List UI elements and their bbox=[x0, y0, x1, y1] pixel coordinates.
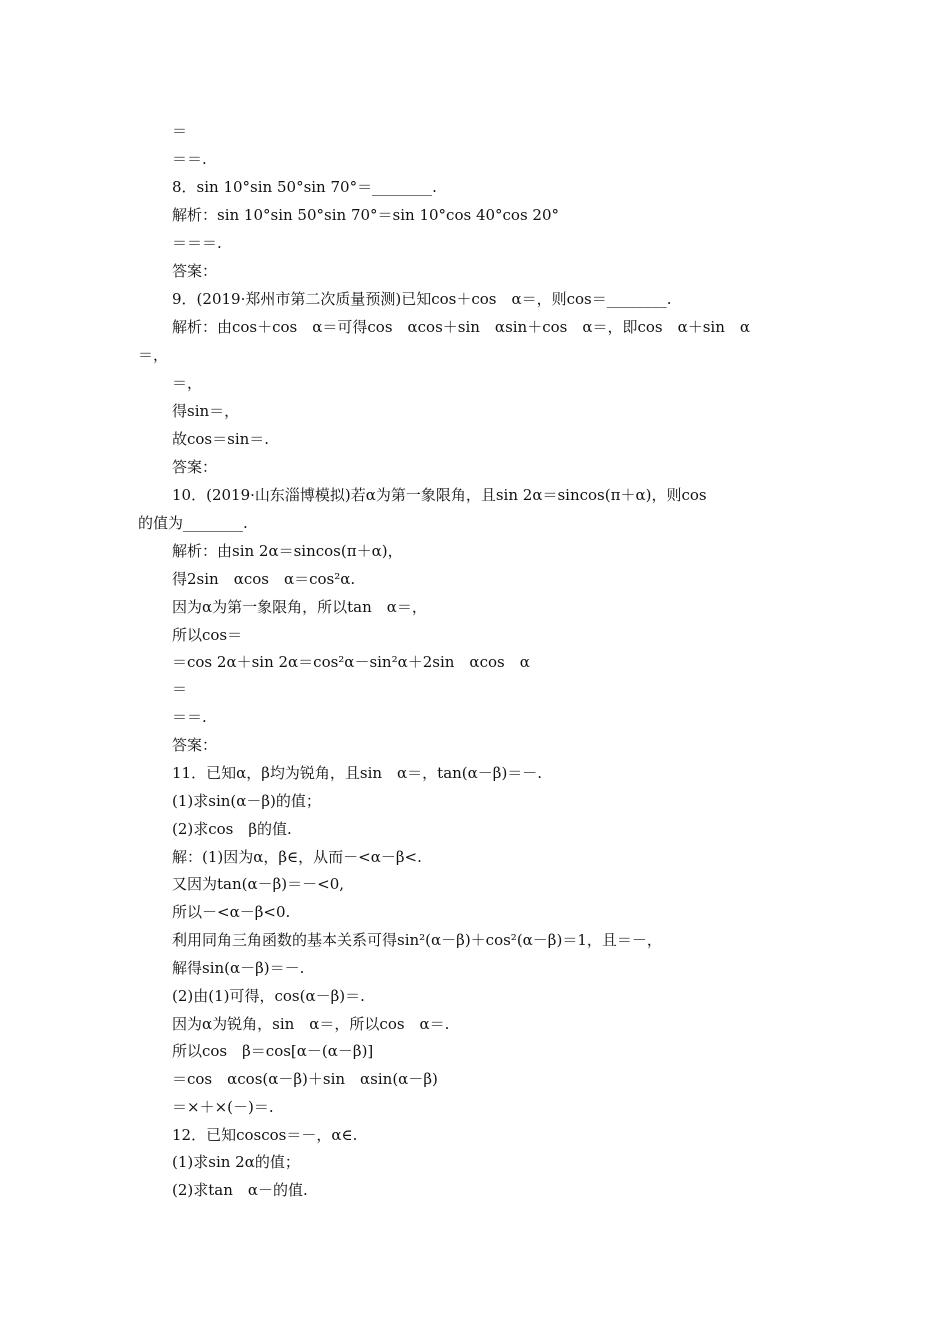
text-line: 所以cos β＝cos[α－(α－β)] bbox=[172, 1042, 374, 1060]
text-line: ＝＝＝. bbox=[172, 234, 222, 252]
text-line: 解析：由cos＋cos α＝可得cos αcos＋sin αsin＋cos α＝，即cos α＋sin α bbox=[172, 318, 751, 336]
text-line: 解析：sin 10°sin 50°sin 70°＝sin 10°cos 40°cos 20° bbox=[172, 206, 560, 224]
text-line: 又因为tan(α－β)＝－<0, bbox=[172, 875, 345, 893]
text-line: 因为α为第一象限角，所以tan α＝， bbox=[172, 598, 427, 616]
text-line: 解析：由sin 2α＝sincos(π＋α)， bbox=[172, 542, 403, 560]
question-10: 10．(2019·山东淄博模拟)若α为第一象限角，且sin 2α＝sincos(π＋α)，则cos bbox=[172, 486, 707, 504]
text-line: ＝cos 2α＋sin 2α＝cos²α－sin²α＋2sin αcos α bbox=[172, 653, 530, 671]
text-line: ＝ bbox=[172, 680, 188, 698]
text-line: (2)由(1)可得，cos(α－β)＝. bbox=[172, 987, 365, 1005]
text-line: (2)求cos β的值. bbox=[172, 820, 292, 838]
text-line: ＝ bbox=[172, 122, 188, 140]
answer-label: 答案： bbox=[172, 736, 218, 754]
text-line: 解得sin(α－β)＝－. bbox=[172, 959, 305, 977]
text-line: ＝×＋×(－)＝. bbox=[172, 1098, 274, 1116]
text-line: 所以－<α－β<0. bbox=[172, 903, 291, 921]
text-line: ＝， bbox=[172, 374, 203, 392]
text-line: ＝＝. bbox=[172, 708, 207, 726]
text-line: (1)求sin(α－β)的值； bbox=[172, 792, 321, 810]
question-8: 8．sin 10°sin 50°sin 70°＝________. bbox=[172, 178, 437, 196]
text-line: ＝＝. bbox=[172, 150, 207, 168]
answer-label: 答案： bbox=[172, 262, 218, 280]
text-line: 的值为________. bbox=[138, 514, 248, 532]
question-12: 12．已知coscos＝－，α∈. bbox=[172, 1126, 358, 1144]
question-11: 11．已知α，β均为锐角，且sin α＝，tan(α－β)＝－. bbox=[172, 764, 543, 782]
text-line: 故cos＝sin＝. bbox=[172, 430, 270, 448]
text-line: ＝cos αcos(α－β)＋sin αsin(α－β) bbox=[172, 1070, 438, 1088]
text-line: 解：(1)因为α，β∈，从而－<α－β<. bbox=[172, 848, 422, 866]
question-9: 9．(2019·郑州市第二次质量预测)已知cos＋cos α＝，则cos＝________. bbox=[172, 290, 672, 308]
text-line: ＝， bbox=[138, 346, 169, 364]
answer-label: 答案： bbox=[172, 458, 218, 476]
text-line: 利用同角三角函数的基本关系可得sin²(α－β)＋cos²(α－β)＝1，且＝－， bbox=[172, 931, 662, 949]
text-line: (1)求sin 2α的值； bbox=[172, 1153, 300, 1171]
text-line: 得sin＝， bbox=[172, 402, 240, 420]
text-line: 因为α为锐角，sin α＝，所以cos α＝. bbox=[172, 1015, 450, 1033]
text-line: 得2sin αcos α＝cos²α. bbox=[172, 570, 356, 588]
text-line: (2)求tan α－的值. bbox=[172, 1181, 308, 1199]
text-line: 所以cos＝ bbox=[172, 626, 243, 644]
